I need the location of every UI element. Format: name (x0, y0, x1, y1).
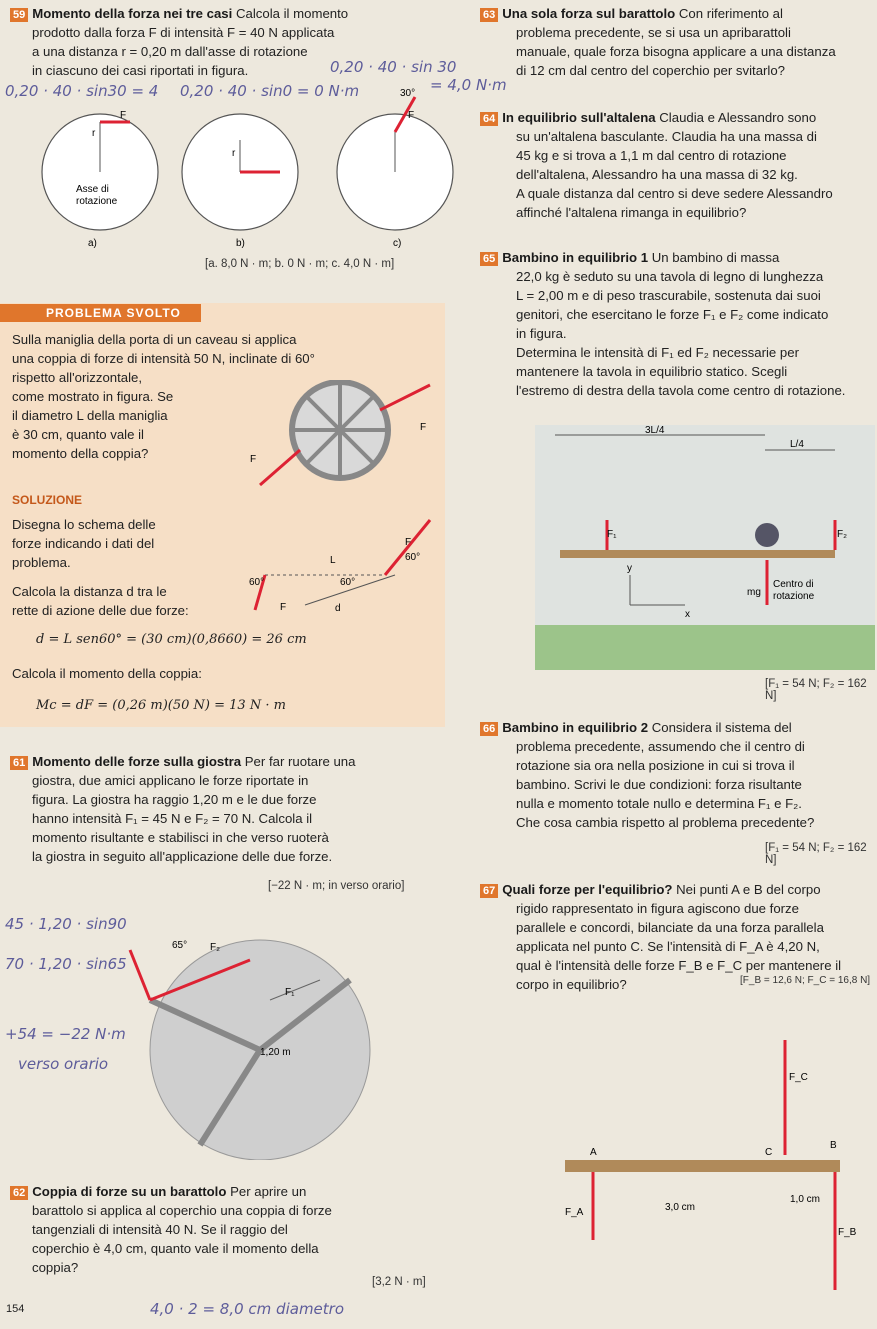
figure-carousel (90, 900, 410, 1160)
label-F: F (420, 422, 427, 433)
text-line: applicata nel punto C. Se l'intensità di F_A è 4,20 N, (516, 939, 820, 954)
equation-1: d = L sen60° = (30 cm)(0,8660) = 26 cm (36, 632, 307, 647)
label-F: F (250, 454, 257, 465)
text-line: rotazione sia ora nella posizione in cui si trova il (516, 758, 795, 773)
problem-title: In equilibrio sull'altalena (502, 110, 656, 125)
text-line: figura. La giostra ha raggio 1,20 m e le due forze (32, 792, 317, 807)
text-line: qual è l'intensità delle forze F_B e F_C per mantenere il (516, 958, 842, 973)
text-line: Determina le intensità di F₁ ed F₂ necessarie per (516, 345, 799, 360)
text-line: coperchio è 4,0 cm, quanto vale il momento della (32, 1241, 319, 1256)
text-line: una coppia di forze di intensità 50 N, inclinate di 60° (12, 351, 315, 366)
handwritten-note: 0,20 · 40 · sin30 = 4 (5, 82, 159, 100)
problem-number: 63 (480, 8, 498, 22)
label-F1: F₁ (607, 529, 617, 540)
text-line: Sulla maniglia della porta di un caveau si applica (12, 332, 297, 347)
problem-number: 62 (10, 1186, 28, 1200)
problem-number: 65 (480, 252, 498, 266)
answer-62: [3,2 N · m] (372, 1276, 426, 1288)
text-line: in ciascuno dei casi riportati in figura. (32, 63, 249, 78)
text-line: il diametro L della maniglia (12, 408, 168, 423)
text-line: barattolo si applica al coperchio una coppia di forze (32, 1203, 332, 1218)
label-x: x (685, 609, 690, 620)
label-1cm: 1,0 cm (790, 1194, 821, 1205)
handwritten-note: 4,0 · 2 = 8,0 cm diametro (150, 1300, 345, 1318)
answer-59: [a. 8,0 N · m; b. 0 N · m; c. 4,0 N · m] (205, 258, 395, 270)
handwritten-note: verso orario (18, 1055, 109, 1073)
figure-59 (0, 82, 460, 257)
text-line: manuale, quale forza bisogna applicare a una distanza (516, 44, 836, 59)
label-asse: Asse di (76, 184, 109, 195)
label-3cm: 3,0 cm (665, 1202, 696, 1213)
problem-63 (480, 4, 875, 80)
solved-header: PROBLEMA SVOLTO (0, 304, 201, 322)
text-line: la giostra in seguito all'applicazione delle due forze. (32, 849, 333, 864)
problem-number: 66 (480, 722, 498, 736)
text-line: tangenziali di intensità 40 N. Se il raggio del (32, 1222, 288, 1237)
label-r: r (92, 128, 96, 139)
label-F2: F₂ (837, 529, 847, 540)
label-F: F (120, 110, 127, 121)
label-rotazione: rotazione (773, 591, 815, 602)
label-a: a) (88, 238, 97, 249)
label-c: c) (393, 238, 402, 249)
solution-text (12, 515, 272, 620)
text-line: Calcola il momento (235, 6, 349, 21)
label-60: 60° (340, 577, 356, 588)
label-F: F (280, 602, 287, 613)
text-line: prodotto dalla forza F di intensità F = 40 N applicata (32, 25, 335, 40)
text-line: come mostrato in figura. Se (12, 389, 174, 404)
text-line: affinché l'altalena rimanga in equilibrio? (516, 205, 747, 220)
problem-61 (10, 752, 450, 866)
figure-schema (245, 515, 445, 615)
problem-title: Una sola forza sul barattolo (502, 6, 676, 21)
text-line: Che cosa cambia rispetto al problema precedente? (516, 815, 815, 830)
label-mg: mg (747, 587, 761, 598)
page-number: 154 (6, 1303, 25, 1315)
label-L: L (330, 555, 336, 566)
text-line: corpo in equilibrio? (516, 977, 627, 992)
text-line: l'estremo di destra della tavola come centro di rotazione. (516, 383, 846, 398)
text-line: Un bambino di massa (651, 250, 780, 265)
problem-title: Quali forze per l'equilibrio? (502, 882, 673, 897)
handwritten-note: 70 · 1,20 · sin65 (5, 955, 127, 973)
text-line: rispetto all'orizzontale, (12, 370, 143, 385)
label-r: r (232, 148, 236, 159)
problem-62 (10, 1182, 450, 1277)
problem-title: Bambino in equilibrio 1 (502, 250, 649, 265)
label-F1: F₁ (285, 987, 295, 998)
answer-67: [F_B = 12,6 N; F_C = 16,8 N] (740, 975, 871, 986)
label-60: 60° (405, 552, 421, 563)
label-B: B (830, 1140, 837, 1151)
text-line: momento della coppia? (12, 446, 149, 461)
text-line: 45 kg e si trova a 1,1 m dal centro di rotazione (516, 148, 787, 163)
problem-title: Momento delle forze sulla giostra (32, 754, 242, 769)
text-line: Calcola il momento della coppia: (12, 666, 202, 681)
label-rotazione: rotazione (76, 196, 118, 207)
text-line: momento risultante e stabilisci in che verso ruoterà (32, 830, 329, 845)
problem-title: Coppia di forze su un barattolo (32, 1184, 227, 1199)
text-line: a una distanza r = 0,20 m dall'asse di rotazione (32, 44, 308, 59)
label-A: A (590, 1147, 597, 1158)
text-line: genitori, che esercitano le forze F₁ e F₂ come indicato (516, 307, 829, 322)
problem-66 (480, 718, 875, 832)
figure-handle (240, 380, 440, 490)
label-60: 60° (249, 577, 265, 588)
text-line: giostra, due amici applicano le forze riportate in (32, 773, 309, 788)
text-line: è 30 cm, quanto vale il (12, 427, 144, 442)
label-C: C (765, 1147, 773, 1158)
label-F: F (408, 110, 415, 121)
problem-title: Bambino in equilibrio 2 (502, 720, 649, 735)
text-line: L = 2,00 m e di peso trascurabile, sostenuta dai suoi (516, 288, 821, 303)
problem-number: 59 (10, 8, 28, 22)
label-FA: F_A (565, 1207, 584, 1218)
text-line: rigido rappresentato in figura agiscono due forze (516, 901, 799, 916)
problem-title: Momento della forza nei tre casi (32, 6, 233, 21)
text-line: hanno intensità F₁ = 45 N e F₂ = 70 N. Calcola il (32, 811, 313, 826)
text-line: Con riferimento al (678, 6, 783, 21)
handwritten-note: 0,20 · 40 · sin0 = 0 N·m (180, 82, 360, 100)
label-y: y (627, 563, 632, 574)
text-line: problema precedente, se si usa un apribarattoli (516, 25, 791, 40)
label-FC: F_C (789, 1072, 808, 1083)
text-line: su un'altalena basculante. Claudia ha una massa di (516, 129, 817, 144)
label-3L4: 3L/4 (645, 425, 665, 436)
handwritten-note: = 4,0 N·m (430, 76, 507, 94)
label-radius: 1,20 m (260, 1047, 291, 1058)
text-line: parallele e concordi, bilanciate da una forza parallela (516, 920, 824, 935)
handwritten-note: 45 · 1,20 · sin90 (5, 915, 127, 933)
text-line: coppia? (32, 1260, 79, 1275)
problem-65 (480, 248, 875, 400)
text-line: dell'altalena, Alessandro ha una massa di 32 kg. (516, 167, 798, 182)
text-line: Per aprire un (230, 1184, 307, 1199)
label-F: F (405, 537, 412, 548)
text-line: Nei punti A e B del corpo (676, 882, 821, 897)
problem-number: 67 (480, 884, 498, 898)
text-line: Calcola la distanza d tra le (12, 584, 167, 599)
text-line: A quale distanza dal centro si deve sedere Alessandro (516, 186, 833, 201)
solution-label: SOLUZIONE (12, 493, 83, 507)
label-d: d (335, 603, 341, 614)
text-line: mantenere la tavola in equilibrio statico. Scegli (516, 364, 788, 379)
label-centro: Centro di (773, 579, 814, 590)
equation-2: Mc = dF = (0,26 m)(50 N) = 13 N · m (36, 698, 286, 713)
text-line: problema precedente, assumendo che il centro di (516, 739, 805, 754)
text-line: rette di azione delle due forze: (12, 603, 189, 618)
label-b: b) (236, 238, 245, 249)
text-line: forze indicando i dati del (12, 536, 155, 551)
text-line: Claudia e Alessandro sono (659, 110, 817, 125)
handwritten-note: 0,20 · 40 · sin 30 (330, 58, 457, 76)
text-line: problema. (12, 555, 71, 570)
figure-seesaw-child (535, 425, 875, 670)
answer-65: [F₁ = 54 N; F₂ = 162 N] (765, 678, 867, 702)
answer-66: [F₁ = 54 N; F₂ = 162 N] (765, 842, 867, 866)
answer-61: [−22 N · m; in verso orario] (268, 880, 405, 892)
label-FB: F_B (838, 1227, 857, 1238)
handwritten-note: +54 = −22 N·m (5, 1025, 126, 1043)
problem-number: 64 (480, 112, 498, 126)
text-line: di 12 cm dal centro del coperchio per svitarlo? (516, 63, 786, 78)
text-line: bambino. Scrivi le due condizioni: forza risultante (516, 777, 802, 792)
figure-rigid-body (545, 1030, 865, 1320)
problem-number: 61 (10, 756, 28, 770)
label-L4: L/4 (790, 439, 804, 450)
text-line: 22,0 kg è seduto su una tavola di legno di lunghezza (516, 269, 824, 284)
problem-64 (480, 108, 875, 222)
text-line: Considera il sistema del (651, 720, 792, 735)
text-line: Disegna lo schema delle (12, 517, 156, 532)
label-65: 65° (172, 940, 188, 951)
text-line: in figura. (516, 326, 567, 341)
label-angle: 30° (400, 88, 416, 99)
label-F2: F₂ (210, 942, 220, 953)
text-line: nulla e momento totale nullo e determina F₁ e F₂. (516, 796, 802, 811)
text-line: Per far ruotare una (244, 754, 356, 769)
